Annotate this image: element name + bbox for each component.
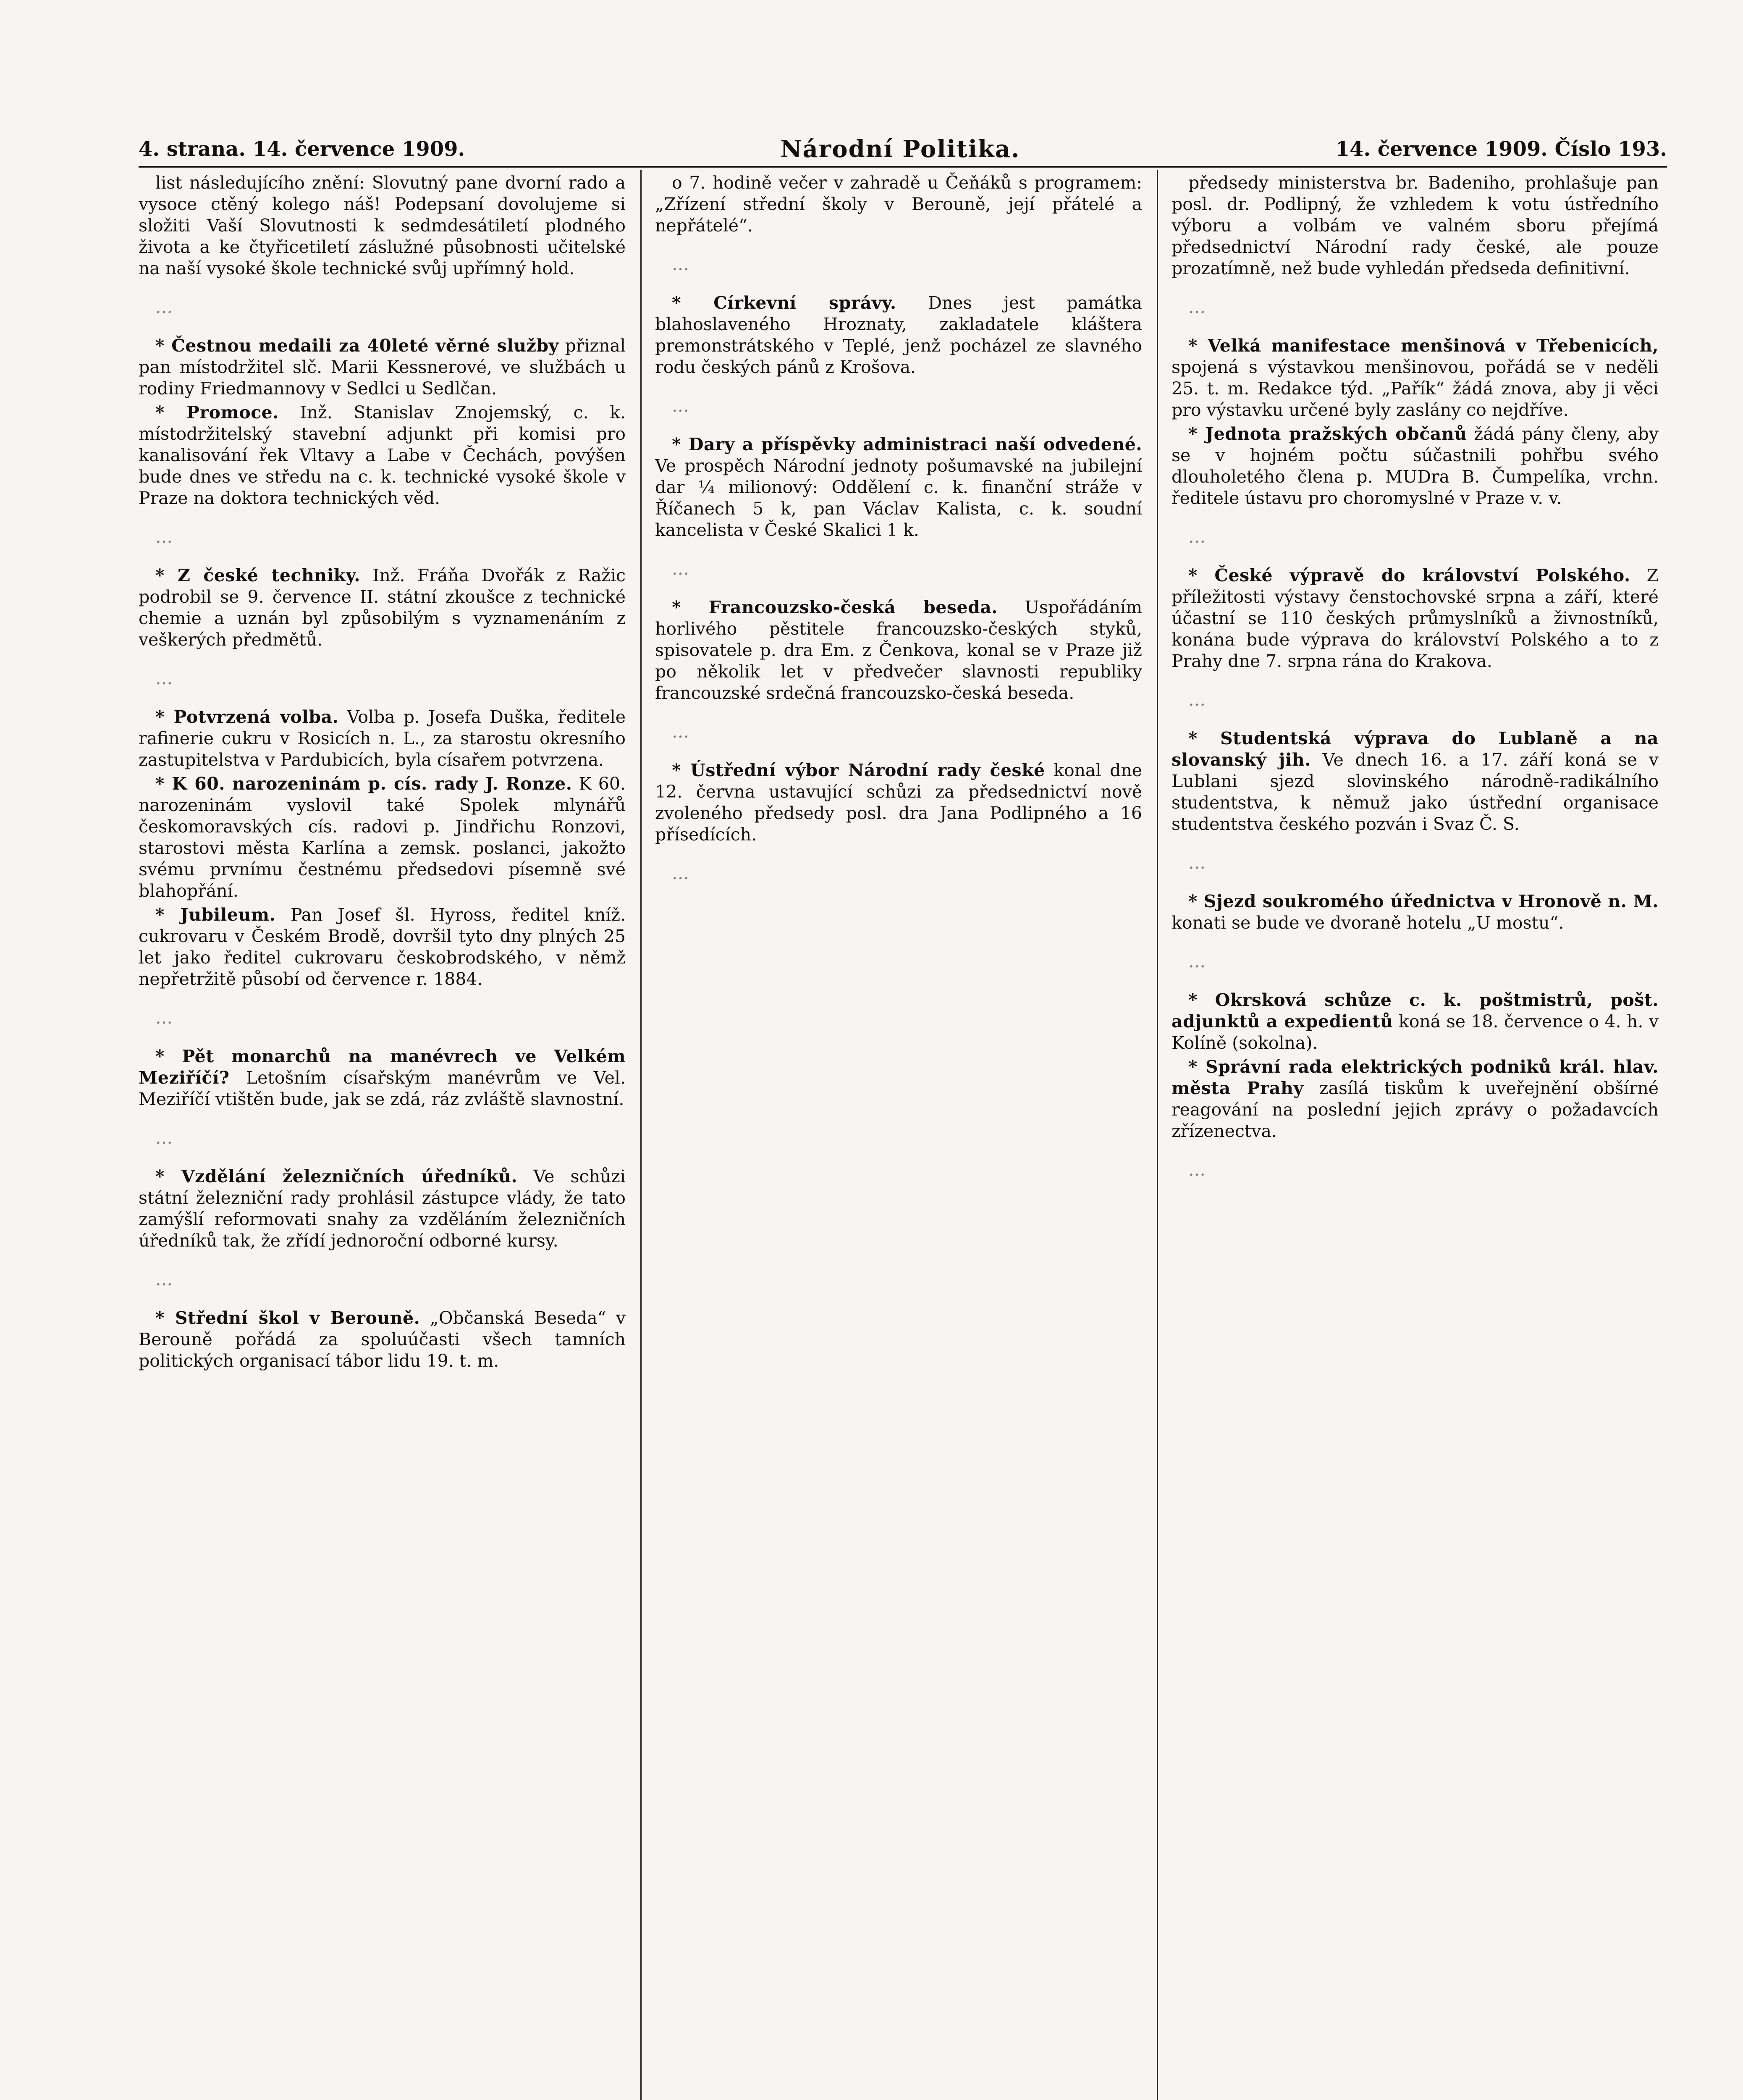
masthead: Národní Politika.	[780, 135, 1020, 163]
article-text: Inž. Stanislav Znojemský, c. k. místodržitelský stavební adjunkt při komisi pro kanalisování řek Vltavy a Labe v Čechách, povýšen bude dnes ve středu na c. k. technické vysoké škole v Praze na doktora technických věd.	[139, 402, 626, 508]
omitted-text: …	[1188, 297, 1206, 317]
article-text: předsedy ministerstva br. Badeniho, prohlašuje pan posl. dr. Podlipný, že vzhledem k votu ústředního výboru a volbám ve valném sboru přejímá předsednictví Národní rady české, ale pouze prozatímně, než bude vyhledán předseda definitivní.	[1172, 173, 1659, 278]
article-heading: * Pět monarchů na manévrech ve Velkém Meziříčí?	[139, 1046, 626, 1088]
omitted-text: …	[672, 254, 689, 274]
article-heading: * Potvrzená volba.	[155, 707, 339, 727]
article-text: konal dne 12. června ustavující schůzi za předsednictví nově zvoleného předsedy posl. dra Jana Podlipného a 16 přísedících.	[655, 760, 1142, 845]
article-heading: * Francouzsko-česká beseda.	[672, 597, 998, 617]
article-text: Uspořádáním horlivého pěstitele francouzsko-českých styků, spisovatele p. dra Em. z Čenkova, konal se v Praze již po několik let v předvečer slavnosti republiky francouzské srdečná francouzsko-česká beseda.	[655, 597, 1142, 703]
column-divider	[1157, 170, 1158, 2100]
article-text: spojená s výstavkou menšinovou, pořádá se v neděli 25. t. m. Redakce týd. „Pařík“ žádá znova, aby ji věci pro výstavku určené byly zaslány co nejdříve.	[1172, 357, 1659, 420]
article-text: Ve dnech 16. a 17. září koná se v Lublani sjezd slovinského národně-radikálního studentstva, k němuž jako ústřední organisace studentstva českého pozván i Svaz Č. S.	[1172, 750, 1659, 834]
article-text: Ve prospěch Národní jednoty pošumavské na jubilejní dar ¼ milionový: Oddělení c. k. finanční stráže v Říčanech 5 k, pan Václav Kalista, c. k. soudní kancelista v České Skalici 1 k.	[655, 456, 1142, 540]
omitted-text: …	[672, 863, 689, 883]
article-heading: * Promoce.	[155, 402, 279, 423]
column-divider	[640, 170, 642, 2100]
article-text: Letošním císařským manévrům ve Vel. Meziříčí vtištěn bude, jak se zdá, ráz zvláště slavnostní.	[139, 1068, 626, 1109]
header-rule	[139, 166, 1667, 168]
article-text: přiznal pan místodržitel slč. Marii Kessnerové, ve službách u rodiny Friedmannovy v Sedlci u Sedlčan.	[139, 336, 626, 399]
article-heading: * Vzdělání železničních úředníků.	[155, 1166, 518, 1186]
header-right: 14. července 1909. Číslo 193.	[1335, 137, 1667, 161]
article-heading: * Z české techniky.	[155, 565, 360, 585]
article-text: Pan Josef šl. Hyross, ředitel kníž. cukrovaru v Českém Brodě, dovršil tyto dny plných 25 let jako ředitel cukrovaru českobrodského, v němž nepřetržitě působí od července r. 1884.	[139, 905, 626, 989]
page-header	[139, 134, 1667, 164]
omitted-text: …	[672, 722, 689, 742]
omitted-text: …	[155, 1128, 173, 1148]
omitted-text: …	[672, 396, 689, 416]
article-heading: * Dary a příspěvky administraci naší odvedené.	[672, 434, 1142, 454]
article-heading: * Velká manifestace menšinová v Třebenicích,	[1188, 336, 1659, 356]
article-heading: * Střední škol v Berouně.	[155, 1308, 420, 1328]
omitted-text: …	[1188, 853, 1206, 873]
omitted-text: …	[155, 1008, 173, 1028]
article-heading: * Sjezd soukromého úřednictva v Hronově n. M.	[1188, 891, 1659, 911]
article-text: Ve schůzi státní železniční rady prohlásil zástupce vlády, že tato zamýšlí reformovati snahy za vzděláním železničních úředníků tak, že zřídí jednoroční odborné kursy.	[139, 1166, 626, 1251]
article-text: o 7. hodině večer v zahradě u Čeňáků s programem: „Zřízení střední školy v Berouně, její přátelé a nepřátelé“.	[655, 173, 1142, 236]
article-heading: * Studentská výprava do Lublaně a na slovanský jih.	[1172, 728, 1659, 770]
article-heading: * Čestnou medaili za 40leté věrné služby	[155, 336, 559, 356]
article-text: konati se bude ve dvoraně hotelu „U mostu“.	[1172, 913, 1564, 933]
article-text: Z příležitosti výstavy čenstochovské srpna a září, které účastní se 110 českých průmyslníků a živnostníků, konána bude výprava do království Polského a to z Prahy dne 7. srpna rána do Krakova.	[1172, 565, 1659, 671]
omitted-text: …	[1188, 527, 1206, 547]
article-heading: * České výpravě do království Polského.	[1188, 565, 1630, 585]
article-heading: * Správní rada elektrických podniků král. hlav. města Prahy	[1172, 1057, 1659, 1098]
omitted-text: …	[1188, 690, 1206, 710]
article-text: zasílá tiskům k uveřejnění obšírné reagování na poslední jejich zprávy o požadavcích zřízenectva.	[1172, 1078, 1659, 1141]
article-text: K 60. narozeninám vyslovil také Spolek mlynářů českomoravských cís. radovi p. Jindřichu Ronzovi, starostovi města Karlína a zemsk. poslanci, jakožto svému prvnímu čestnému předsedovi písemně své blahopřání.	[139, 774, 626, 901]
article-heading: * Ústřední výbor Národní rady české	[672, 760, 1045, 780]
column-1	[139, 172, 626, 2100]
omitted-text: …	[155, 1269, 173, 1289]
article-text: Inž. Fráňa Dvořák z Ražic podrobil se 9. července II. státní zkoušce z technické chemie a uznán byl způsobilým s vyznamenáním z veškerých předmětů.	[139, 565, 626, 650]
article-text: žádá pány členy, aby se v hojném počtu súčastnili pohřbu svého dlouholetého člena p. MUDra B. Čumpelíka, vrchn. ředitele ústavu pro choromyslné v Praze v. v.	[1172, 424, 1659, 508]
article-text: Volba p. Josefa Duška, ředitele rafinerie cukru v Rosicích n. L., za starostu okresního zastupitelstva v Pardubicích, byla císařem potvrzena.	[139, 707, 626, 770]
column-3	[1172, 172, 1659, 2100]
omitted-text: …	[672, 559, 689, 579]
omitted-text: …	[1188, 1160, 1206, 1180]
header-left: 4. strana. 14. července 1909.	[139, 137, 465, 161]
article-text: Dnes jest památka blahoslaveného Hroznaty, zakladatele kláštera premonstrátského v Teplé, jenž pocházel ze slavného rodu českých pánů z Krošova.	[655, 293, 1142, 377]
article-text: „Občanská Beseda“ v Berouně pořádá za spoluúčasti všech tamních politických organisací tábor lidu 19. t. m.	[139, 1308, 626, 1371]
omitted-text: …	[155, 527, 173, 547]
article-heading: * Jubileum.	[155, 905, 276, 925]
article-heading: * Jednota pražských občanů	[1188, 424, 1467, 444]
omitted-text: …	[155, 668, 173, 688]
column-2	[655, 172, 1142, 2100]
article-heading: * Církevní správy.	[672, 293, 896, 313]
article-text: koná se 18. července o 4. h. v Kolíně (sokolna).	[1172, 1011, 1659, 1053]
omitted-text: …	[1188, 951, 1206, 971]
article-text: list následujícího znění: Slovutný pane dvorní rado a vysoce ctěný kolego náš! Podepsaní dovolujeme si složiti Vaší Slovutnosti k sedmdesátiletí plodného života a ke čtyřicetiletí záslužné působnosti učitelské na naší vysoké škole technické svůj upřímný hold.	[139, 173, 626, 278]
article-heading: * Okrsková schůze c. k. poštmistrů, pošt. adjunktů a expedientů	[1172, 990, 1659, 1032]
omitted-text: …	[155, 297, 173, 317]
article-heading: * K 60. narozeninám p. cís. rady J. Ronze.	[155, 774, 572, 794]
